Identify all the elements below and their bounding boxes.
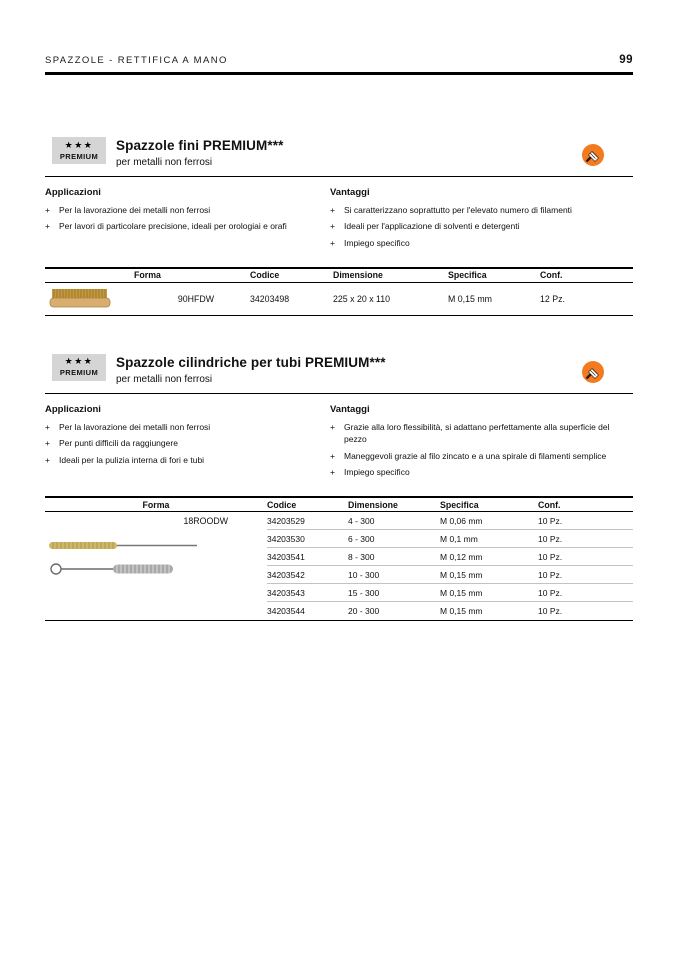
applications-list [45,204,330,233]
product-form-code: 18ROODW [183,516,228,527]
cell-codice: 34203543 [267,587,305,598]
bullet-text: Ideali per la pulizia interna di fori e tubi [59,454,205,465]
col-header-conf: Conf. [540,270,563,281]
cell-dimensione: 225 x 20 x 110 [333,293,391,304]
bullet-text: Grazie alla loro flessibilità, si adattano perfettamente alla superficie del pezzo [344,421,610,445]
plus-bullet-icon: + [330,237,335,248]
table-row [267,566,633,584]
plus-bullet-icon: + [45,221,50,232]
product-form-code: 90HFDW [177,293,214,304]
product-image-tube-brush [47,536,222,582]
cell-specifica: M 0,15 mm [448,293,492,304]
plus-bullet-icon: + [330,450,335,461]
bullet-text: Per la lavorazione dei metalli non ferrosi [59,205,211,215]
plus-bullet-icon: + [330,421,335,432]
table-header-row [45,496,633,512]
premium-badge-label: PREMIUM [59,151,99,161]
bullet-text: Per la lavorazione dei metalli non ferrosi [59,421,211,432]
cell-conf: 10 Pz. [538,515,563,526]
page-number: 99 [619,54,633,66]
section-rule [45,393,633,394]
product-table [45,496,633,621]
advantages-column [330,404,633,482]
section-title: Spazzole fini PREMIUM*** [116,138,284,153]
brush-brand-icon [581,360,605,389]
bullet-item [330,220,633,232]
applications-heading: Applicazioni [45,403,101,415]
bullet-item [330,466,633,478]
advantages-heading: Vantaggi [330,403,370,415]
bullet-text: Impiego specifico [344,237,410,248]
table-header-row [45,267,633,283]
premium-badge [52,137,106,164]
table-row [267,602,633,620]
stars-icon: ★★★ [64,356,94,367]
bullet-item [330,421,633,446]
section-subtitle: per metalli non ferrosi [116,157,213,168]
cell-codice: 34203529 [267,515,305,526]
bullet-text: Impiego specifico [344,466,410,477]
bullet-item [45,220,330,232]
bullet-item [330,450,633,462]
bullet-text: Maneggevoli grazie al filo zincato e a una spirale di filamenti semplice [344,450,607,461]
page-header [45,0,633,66]
section-head [45,137,633,168]
advantages-list [330,204,633,249]
cell-conf: 10 Pz. [538,606,563,617]
header-rule [45,72,633,75]
col-header-specifica: Specifica [440,499,479,510]
bullet-text: Per punti difficili da raggiungere [59,438,178,449]
bullet-item [330,237,633,249]
section-spazzole-cilindriche [45,354,633,621]
brush-brand-icon [581,143,605,172]
bullet-item [45,204,330,216]
cell-dimensione: 10 - 300 [348,569,380,580]
applications-column [45,187,330,253]
product-table [45,267,633,316]
cell-specifica: M 0,06 mm [440,515,483,526]
cell-forma [45,512,267,620]
cell-specifica: M 0,15 mm [440,569,483,580]
stars-icon: ★★★ [64,139,94,150]
table-row [267,512,633,530]
cell-forma [45,288,250,310]
advantages-heading: Vantaggi [330,187,370,198]
plus-bullet-icon: + [45,421,50,432]
bullet-item [45,437,330,449]
section-titles [116,137,283,168]
section-spazzole-fini [45,137,633,316]
cell-codice: 34203498 [250,293,290,304]
applications-list [45,421,330,466]
table-row [267,530,633,548]
section-head [45,354,633,385]
col-header-dimensione: Dimensione [348,499,398,510]
table-rows [267,512,633,620]
breadcrumb: SPAZZOLE - RETTIFICA A MANO [45,55,228,66]
cell-specifica: M 0,12 mm [440,551,483,562]
col-header-forma: Forma [134,270,161,281]
bullet-text: Per lavori di particolare precisione, ideali per orologiai e orafi [59,221,287,232]
cell-conf: 10 Pz. [538,569,563,580]
cell-dimensione: 6 - 300 [348,533,375,544]
bullet-item [45,421,330,433]
product-image-hand-brush [49,288,113,310]
cell-specifica: M 0,15 mm [440,587,483,598]
plus-bullet-icon: + [330,466,335,477]
section-title: Spazzole cilindriche per tubi PREMIUM*** [116,354,386,370]
bullet-text: Ideali per l'applicazione di solventi e detergenti [344,221,520,232]
info-columns [45,404,633,482]
cell-codice: 34203542 [267,569,305,580]
cell-specifica: M 0,1 mm [440,533,478,544]
cell-specifica: M 0,15 mm [440,606,483,617]
cell-conf: 10 Pz. [538,551,563,562]
cell-dimensione: 8 - 300 [348,551,375,562]
premium-badge-label: PREMIUM [59,368,99,378]
plus-bullet-icon: + [330,221,335,232]
col-header-dimensione: Dimensione [333,270,383,281]
table-row [45,283,633,316]
col-header-codice: Codice [250,270,280,281]
col-header-specifica: Specifica [448,270,487,281]
table-row [267,584,633,602]
cell-dimensione: 4 - 300 [348,515,375,526]
info-columns [45,187,633,253]
table-body [45,512,633,621]
section-subtitle: per metalli non ferrosi [116,373,213,385]
table-row [267,548,633,566]
col-header-conf: Conf. [538,499,561,510]
bullet-text: Si caratterizzano soprattutto per l'elevato numero di filamenti [344,205,572,215]
section-rule [45,176,633,177]
premium-badge [52,354,106,381]
bullet-item [330,204,633,216]
applications-column [45,404,330,482]
advantages-list [330,421,633,478]
advantages-column [330,187,633,253]
cell-conf: 10 Pz. [538,533,563,544]
cell-codice: 34203544 [267,606,305,617]
cell-dimensione: 20 - 300 [348,606,380,617]
section-titles [116,354,386,385]
cell-dimensione: 15 - 300 [348,587,380,598]
plus-bullet-icon: + [45,454,50,465]
cell-codice: 34203530 [267,533,305,544]
cell-conf: 10 Pz. [538,587,563,598]
cell-conf: 12 Pz. [540,293,565,304]
col-header-forma: Forma [142,499,170,510]
plus-bullet-icon: + [330,205,335,215]
bullet-item [45,454,330,466]
col-header-codice: Codice [267,499,297,510]
cell-codice: 34203541 [267,551,305,562]
applications-heading: Applicazioni [45,187,101,198]
plus-bullet-icon: + [45,205,50,215]
plus-bullet-icon: + [45,438,50,449]
